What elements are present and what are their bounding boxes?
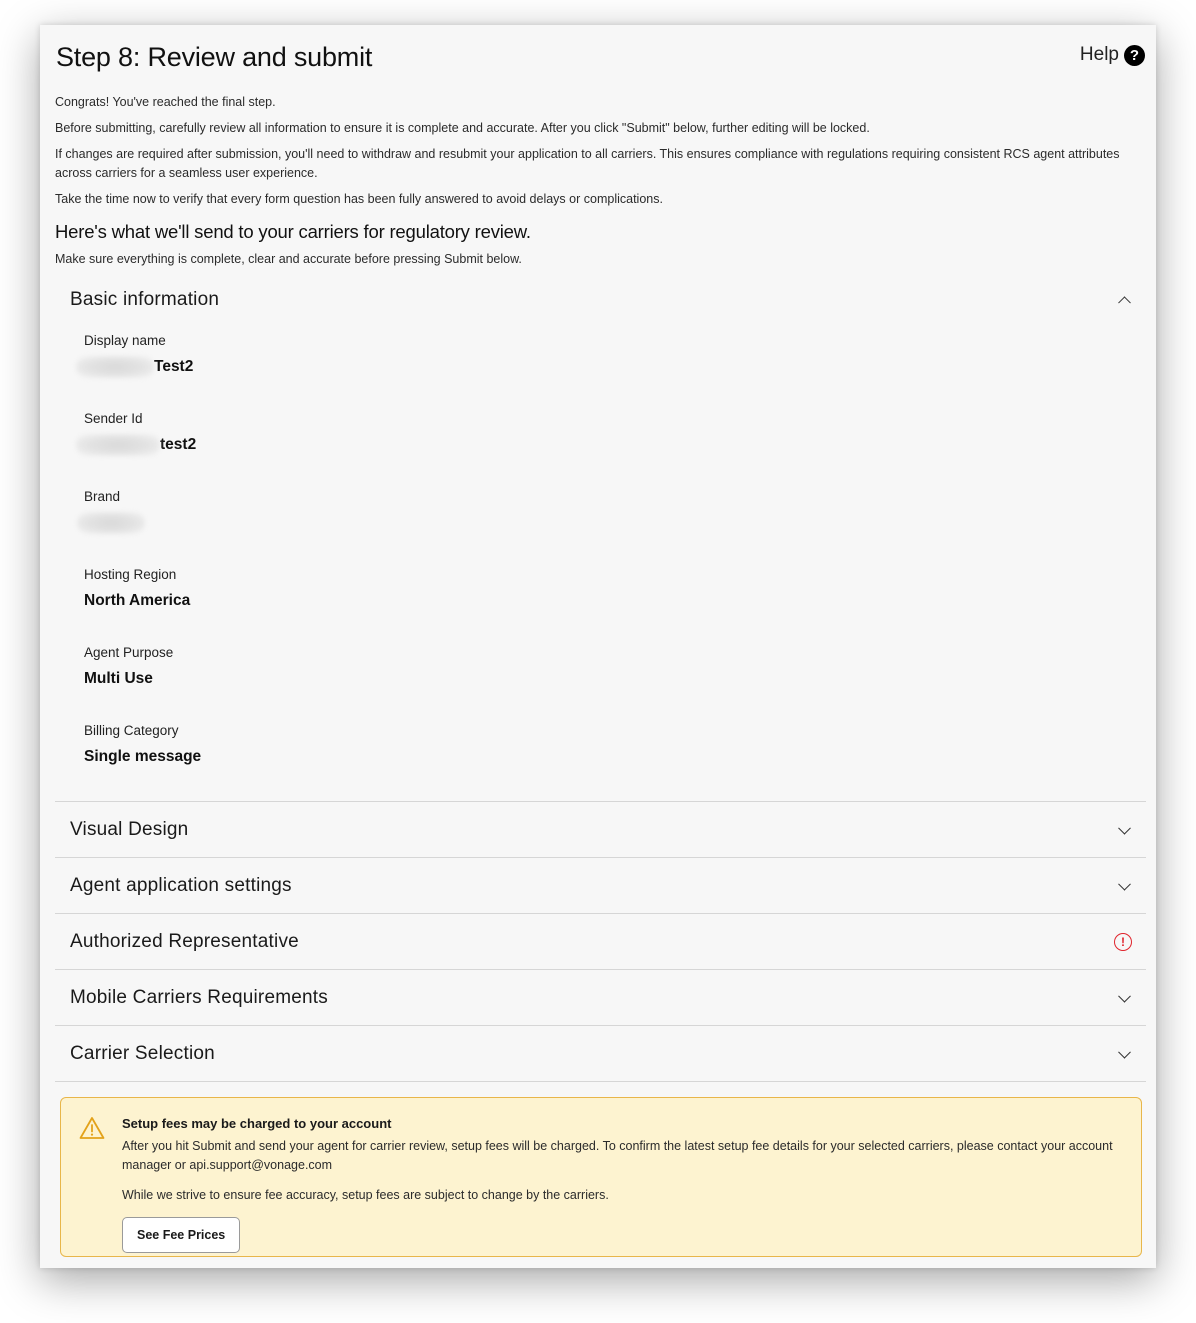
field-agent-purpose [84, 645, 1146, 723]
section-header-visual-design[interactable] [55, 802, 1146, 857]
section-authorized-representative [55, 914, 1146, 970]
sender-id-value: test2 [160, 436, 197, 453]
field-billing-category [84, 723, 1146, 763]
chevron-down-icon[interactable] [1118, 821, 1131, 834]
app-window [40, 25, 1156, 1268]
review-subtitle: Here's what we'll send to your carriers for regulatory review. [55, 221, 531, 242]
section-title: Mobile Carriers Requirements [70, 986, 328, 1008]
field-label: Billing Category [84, 723, 179, 738]
page-title: Step 8: Review and submit [56, 42, 373, 72]
field-label: Display name [84, 333, 166, 348]
section-carrier-selection [55, 1026, 1146, 1082]
main-content [55, 25, 1146, 1257]
help-link[interactable] [1080, 44, 1145, 66]
see-fee-prices-button[interactable]: See Fee Prices [122, 1217, 240, 1253]
redacted-blur [76, 356, 154, 378]
field-value [84, 357, 1146, 377]
question-circle-icon: ? [1124, 45, 1145, 66]
warning-triangle-icon [79, 1116, 105, 1140]
hosting-region-value: North America [84, 592, 191, 609]
chevron-down-icon[interactable] [1118, 1045, 1131, 1058]
section-basic-information [55, 272, 1146, 802]
notice-body-secondary: While we strive to ensure fee accuracy, setup fees are subject to change by the carriers. [122, 1188, 609, 1202]
field-display-name [84, 333, 1146, 411]
field-label: Agent Purpose [84, 645, 174, 660]
basic-information-body [55, 327, 1146, 801]
field-hosting-region [84, 567, 1146, 645]
section-header-authorized-representative[interactable] [55, 914, 1146, 969]
chevron-down-icon[interactable] [1118, 877, 1131, 890]
redacted-blur [76, 434, 160, 456]
setup-fee-notice [60, 1097, 1142, 1257]
chevron-up-icon[interactable] [1118, 296, 1131, 309]
section-mobile-carriers-requirements [55, 970, 1146, 1026]
section-header-basic-information[interactable] [55, 272, 1146, 327]
section-title: Visual Design [70, 818, 189, 840]
section-visual-design [55, 802, 1146, 858]
review-subnote: Make sure everything is complete, clear and accurate before pressing Submit below. [55, 252, 522, 266]
intro-paragraph: Before submitting, carefully review all information to ensure it is complete and accurate. After you click "Submit" below, further editing will be locked. [55, 121, 870, 135]
intro-paragraph: If changes are required after submission, you'll need to withdraw and resubmit your application to all carriers. This ensures compliance with regulations requiring consistent RCS agent attributes across carriers for a seamless user experience. [55, 147, 1120, 180]
chevron-down-icon[interactable] [1118, 989, 1131, 1002]
field-value [84, 435, 1146, 455]
section-agent-application-settings [55, 858, 1146, 914]
page-header [55, 25, 1146, 91]
intro-text [55, 93, 1146, 209]
field-sender-id [84, 411, 1146, 489]
help-label: Help [1079, 44, 1119, 65]
section-header-mobile-carriers-requirements[interactable] [55, 970, 1146, 1025]
field-label: Brand [84, 489, 121, 504]
notice-title: Setup fees may be charged to your account [122, 1116, 392, 1131]
section-title: Basic information [70, 288, 220, 310]
section-title: Agent application settings [70, 874, 292, 896]
field-brand [84, 489, 1146, 567]
section-title: Authorized Representative [70, 930, 299, 952]
field-value [84, 513, 1146, 533]
agent-purpose-value: Multi Use [84, 670, 153, 687]
billing-category-value: Single message [84, 748, 202, 765]
notice-body: After you hit Submit and send your agent for carrier review, setup fees will be charged. To confirm the latest setup fee details for your selected carriers, please contact your account manager or api.support@vonage.com [122, 1139, 1113, 1172]
section-header-agent-application-settings[interactable] [55, 858, 1146, 913]
field-label: Hosting Region [84, 567, 177, 582]
error-alert-icon: ! [1114, 933, 1132, 951]
intro-paragraph: Take the time now to verify that every form question has been fully answered to avoid delays or complications. [55, 192, 663, 206]
section-header-carrier-selection[interactable] [55, 1026, 1146, 1081]
display-name-value: Test2 [154, 358, 194, 375]
intro-paragraph: Congrats! You've reached the final step. [55, 95, 276, 109]
redacted-blur [77, 512, 145, 534]
field-label: Sender Id [84, 411, 143, 426]
section-title: Carrier Selection [70, 1042, 215, 1064]
